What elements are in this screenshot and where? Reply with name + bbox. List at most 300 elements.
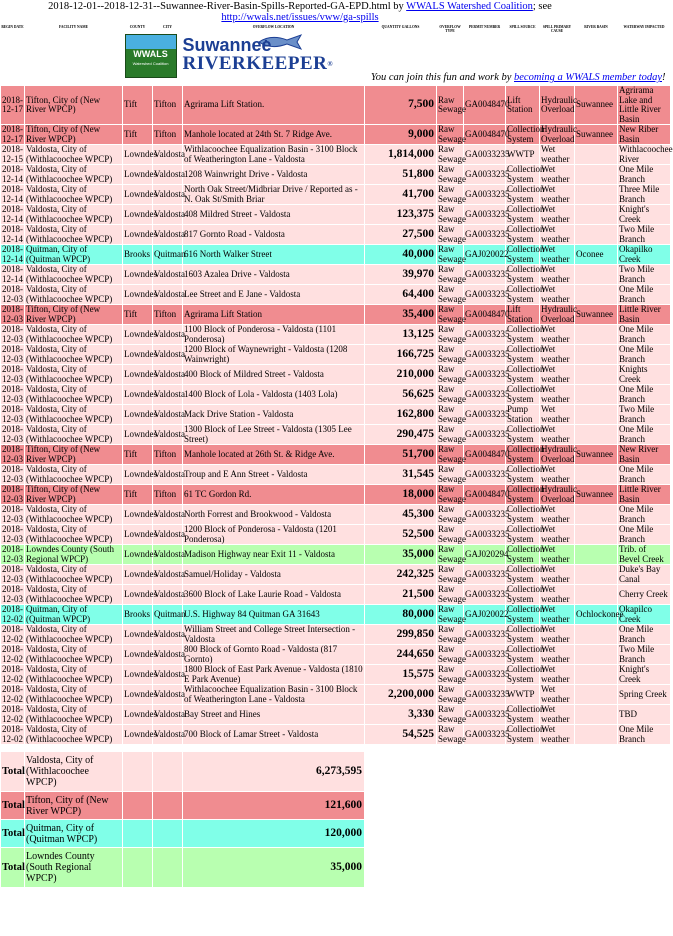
cause-cell: Wet weather [540,565,575,585]
type-cell: Raw Sewage [438,204,466,224]
total-quantity: 120,000 [183,820,365,848]
table-row [1,86,671,125]
location-cell: Manhole located at 26th St. & Ridge Ave. [183,445,365,465]
county-cell: Lowndes [123,425,153,445]
type-cell: Raw Sewage [438,384,466,404]
source-cell: Collection System [507,264,545,284]
cause-cell: Wet weather [540,545,575,565]
county-cell: Lowndes [123,165,153,185]
date-cell: 2018-12-14 [2,164,23,184]
quantity-cell: 9,000 [365,125,437,145]
header-line-1 [0,1,600,12]
date-cell: 2018-12-17 [2,124,23,144]
type-cell: Raw Sewage [438,184,466,204]
source-cell: Collection System [507,444,545,464]
quantity-cell: 123,375 [365,205,437,225]
basin-cell [575,285,618,305]
waterway-cell: New River Basin [618,445,671,465]
location-cell: North Forrest and Brookwood - Valdosta [183,505,365,525]
riverkeeper-word: RIVERKEEPER [182,53,328,74]
suwannee-riverkeeper-logo[interactable] [179,35,334,77]
waterway-cell: Two Mile Branch [618,405,671,425]
table-row [1,405,671,425]
source-cell: Collection System [507,484,545,504]
location-cell: 1603 Azalea Drive - Valdosta [183,265,365,285]
table-row [1,465,671,485]
type-cell: Raw Sewage [438,324,466,344]
table-row [1,545,671,565]
county-cell: Lowndes [123,585,153,605]
facility-cell: Lowndes County (South Regional WPCP) [25,545,123,565]
join-prefix: You can join this fun and work by [370,72,515,83]
permit-cell: GAJ020022 [464,245,506,265]
quantity-cell: 2,200,000 [365,685,437,705]
permit-cell: GA0033235 [464,625,506,645]
table-row [1,385,671,405]
waterway-cell: One Mile Branch [618,625,671,645]
waterway-cell: One Mile Branch [618,385,671,405]
basin-cell: Suwannee [575,86,618,125]
county-cell: Lowndes [123,265,153,285]
basin-cell [575,385,618,405]
county-cell: Lowndes [123,565,153,585]
waterway-cell: Little River Basin [618,485,671,505]
cause-cell: Wet weather [540,385,575,405]
permit-cell: GA0033235 [464,365,506,385]
waterway-cell: Withlacoochee River [619,144,673,164]
county-cell: Tift [123,86,153,125]
waterway-cell: Trib. of Bevel Creek [618,545,671,565]
permit-cell: GA0033235 [464,225,506,245]
location-cell: 1300 Block of Lee Street - Valdosta (1305 Lee Street) [183,425,365,445]
waterway-cell: One Mile Branch [618,465,671,485]
cause-cell: Wet weather [540,345,575,365]
basin-cell: Oconee [575,245,618,265]
date-cell: 2018-12-14 [2,224,23,244]
column-header: SPILL SOURCE [509,25,536,29]
permit-cell: GA0033235 [464,425,506,445]
quantity-cell: 210,000 [365,365,437,385]
quantity-cell: 52,500 [365,525,437,545]
column-header: COUNTY [129,25,146,29]
cause-cell: Hydraulic Overload [541,444,577,464]
column-header: FACILITY NAME [58,25,89,29]
riverkeeper-logo-line1: Suwannee [182,35,272,55]
table-row [1,205,671,225]
type-cell: Raw Sewage [438,504,466,524]
type-cell: Raw Sewage [438,264,466,284]
city-cell: Valdosta [153,405,183,425]
join-message [371,73,666,83]
location-cell: North Oak Street/Midbriar Drive / Reported as - N. Oak St/Smith Briar [183,185,365,205]
permit-cell: GAJ020022 [464,605,506,625]
totals-row [1,752,365,792]
source-cell: Collection System [507,224,545,244]
table-row [1,225,671,245]
source-cell: WWTP [506,145,540,165]
facility-cell: Tifton, City of (New River WPCP) [25,86,123,125]
county-cell: Lowndes [123,405,153,425]
table-row [1,185,671,205]
cause-cell: Wet weather [540,185,575,205]
source-cell: Collection System [507,344,545,364]
county-cell: Lowndes [123,345,153,365]
wwals-logo[interactable] [125,34,177,78]
quantity-cell: 162,800 [365,405,437,425]
facility-cell: Valdosta, City of (Withlacoochee WPCP) [25,505,123,525]
source-cell: Collection System [507,544,545,564]
date-cell: 2018-12-02 [2,724,23,744]
city-cell: Tifton [153,445,183,465]
facility-cell: Valdosta, City of (Withlacoochee WPCP) [25,565,123,585]
location-cell: Agrirama Lift Station [183,305,365,325]
county-cell: Brooks [123,605,153,625]
quantity-cell: 15,575 [365,665,437,685]
basin-cell [575,365,618,385]
quantity-cell: 35,400 [365,305,437,325]
cause-cell: Wet weather [540,285,575,305]
city-cell: Valdosta [153,685,183,705]
location-cell: Samuel/Holiday - Valdosta [183,565,365,585]
city-cell: Quitman [153,245,183,265]
table-row [1,305,671,325]
quantity-cell: 35,000 [365,545,437,565]
location-cell: 1208 Wainwright Drive - Valdosta [183,165,365,185]
facility-cell: Tifton, City of (New River WPCP) [25,125,123,145]
county-cell: Lowndes [123,685,153,705]
county-cell: Lowndes [123,385,153,405]
date-cell: 2018-12-14 [2,204,23,224]
quantity-cell: 39,970 [365,265,437,285]
basin-cell [575,545,618,565]
waterway-cell: One Mile Branch [618,505,671,525]
permit-cell: GA0033235 [464,525,506,545]
permit-cell: GA0033235 [464,565,506,585]
cause-cell: Wet weather [540,585,575,605]
basin-cell [575,265,618,285]
permit-cell: GA0033235 [464,285,506,305]
logo-row [1,33,671,86]
facility-cell: Valdosta, City of (Withlacoochee WPCP) [25,665,123,685]
waterway-cell: Two Mile Branch [618,225,671,245]
totals-table [0,751,365,888]
city-cell: Valdosta [153,145,183,165]
quantity-cell: 1,814,000 [365,145,437,165]
basin-cell [575,345,618,365]
city-cell: Valdosta [153,705,183,725]
total-spacer [153,820,183,848]
quantity-cell: 41,700 [365,185,437,205]
waterway-cell: Knight's Creek [618,665,671,685]
permit-cell: GA0033235 [464,505,506,525]
city-cell: Tifton [153,86,183,125]
basin-cell [575,725,618,745]
type-cell: Raw Sewage [438,404,466,424]
county-cell: Lowndes [123,325,153,345]
county-cell: Lowndes [123,705,153,725]
facility-cell: Valdosta, City of (Withlacoochee WPCP) [25,625,123,645]
date-cell: 2018-12-14 [2,244,23,264]
cause-cell: Wet weather [540,685,575,705]
header-title: 2018-12-01--2018-12-31--Suwannee-River-Basin-Spills-Reported-GA-EPD.html by [48,1,407,12]
source-cell: Lift Station [506,86,540,125]
facility-cell: Valdosta, City of (Withlacoochee WPCP) [25,265,123,285]
logo-cell [1,33,671,86]
city-cell: Valdosta [153,425,183,445]
waterway-cell: TBD [618,705,671,725]
facility-cell: Valdosta, City of (Withlacoochee WPCP) [25,405,123,425]
city-cell: Valdosta [153,205,183,225]
facility-cell: Valdosta, City of (Withlacoochee WPCP) [25,205,123,225]
facility-cell: Valdosta, City of (Withlacoochee WPCP) [25,425,123,445]
city-cell: Valdosta [153,465,183,485]
waterway-cell: New Riber Basin [618,125,671,145]
city-cell: Valdosta [153,265,183,285]
basin-cell [575,325,618,345]
type-cell: Raw Sewage [438,164,466,184]
waterway-cell: Okapilko Creek [618,245,671,265]
county-cell: Lowndes [123,185,153,205]
source-cell: Collection System [507,184,545,204]
facility-cell: Quitman, City of (Quitman WPCP) [25,605,123,625]
type-cell: Raw Sewage [437,86,464,125]
location-cell: 1200 Block of Ponderosa - Valdosta (1201 Ponderosa) [183,525,365,545]
quantity-cell: 64,400 [365,285,437,305]
city-cell: Tifton [153,125,183,145]
cause-cell: Wet weather [540,725,575,745]
table-header-row [1,25,671,33]
type-cell: Raw Sewage [438,644,466,664]
permit-cell: GA0033235 [464,345,506,365]
location-cell: 400 Block of Mildred Street - Valdosta [183,365,365,385]
cause-cell: Wet weather [540,405,575,425]
quantity-cell: 80,000 [365,605,437,625]
quantity-cell: 45,300 [365,505,437,525]
waterway-cell: Two Mile Branch [618,645,671,665]
table-row [1,585,671,605]
city-cell: Valdosta [153,225,183,245]
cause-cell: Hydraulic Overload [541,484,577,504]
wwals-logo-subtitle: Watershed Coalition [132,61,169,66]
wwals-link[interactable]: WWALS Watershed Coalition [406,1,533,12]
location-cell: 800 Block of Gornto Road - Valdosta (817 Gornto) [183,645,365,665]
basin-cell [575,225,618,245]
basin-cell [575,625,618,645]
waterway-cell: Okapilco Creek [618,605,671,625]
source-cell: Collection System [507,204,545,224]
facility-cell: Tifton, City of (New River WPCP) [25,305,123,325]
header-line-2 [0,12,600,23]
cause-cell: Wet weather [540,505,575,525]
table-row [1,145,671,165]
date-cell: 2018-12-03 [2,304,23,324]
city-cell: Valdosta [153,365,183,385]
location-cell: Withlacoochee Equalization Basin - 3100 Block of Weatherington Lane - Valdosta [183,145,365,165]
quantity-cell: 18,000 [365,485,437,505]
type-cell: Raw Sewage [438,344,466,364]
source-cell: Collection System [507,244,545,264]
cause-cell: Wet weather [540,525,575,545]
quantity-cell: 242,325 [365,565,437,585]
source-cell: Collection System [507,464,545,484]
spills-url-link[interactable]: http://wwals.net/issues/vww/ga-spills [221,12,379,23]
city-cell: Valdosta [153,545,183,565]
cause-cell: Wet weather [540,165,575,185]
cause-cell: Wet weather [540,325,575,345]
date-cell: 2018-12-02 [2,624,23,644]
type-cell: Raw Sewage [438,444,466,464]
header-suffix: ; see [532,1,552,12]
city-cell: Valdosta [153,325,183,345]
total-spacer [153,792,183,820]
type-cell: Raw Sewage [438,244,466,264]
column-header: PERMIT NUMBER [468,25,501,29]
basin-cell [575,145,618,165]
source-cell: Collection System [507,584,545,604]
county-cell: Lowndes [123,465,153,485]
waterway-cell: One Mile Branch [618,165,671,185]
quantity-cell: 7,500 [365,86,437,125]
permit-cell: GA0033235 [464,585,506,605]
date-cell: 2018-12-03 [2,464,23,484]
location-cell: 3600 Block of Lake Laurie Road - Valdosta [183,585,365,605]
city-cell: Valdosta [153,285,183,305]
basin-cell [575,645,618,665]
basin-cell [575,505,618,525]
table-row [1,525,671,545]
basin-cell [575,705,618,725]
basin-cell: Ochlockonee [575,605,618,625]
total-spacer [123,752,153,792]
type-cell: Raw Sewage [438,604,466,624]
total-spacer [153,752,183,792]
basin-cell [575,585,618,605]
waterway-cell: One Mile Branch [618,285,671,305]
source-cell: Lift Station [506,305,540,325]
date-cell: 2018-12-03 [2,504,23,524]
basin-cell: Suwannee [575,125,618,145]
location-cell: 408 Mildred Street - Valdosta [183,205,365,225]
type-cell: Raw Sewage [438,544,466,564]
permit-cell: GA0048470 [464,86,506,125]
quantity-cell: 21,500 [365,585,437,605]
waterway-cell: Two Mile Branch [618,265,671,285]
quantity-cell: 27,500 [365,225,437,245]
type-cell: Raw Sewage [438,144,466,164]
cause-cell: Wet weather [540,145,575,165]
facility-cell: Valdosta, City of (Withlacoochee WPCP) [25,465,123,485]
waterway-cell: Duke's Bay Canal [618,565,671,585]
basin-cell [575,405,618,425]
table-row [1,645,671,665]
table-row [1,345,671,365]
date-cell: 2018-12-03 [2,544,23,564]
location-cell: Mack Drive Station - Valdosta [183,405,365,425]
total-spacer [123,848,153,888]
quantity-cell: 3,330 [365,705,437,725]
cause-cell: Hydraulic Overload [540,86,575,125]
quantity-cell: 31,545 [365,465,437,485]
location-cell: Bay Street and Hines [183,705,365,725]
permit-cell: GA0033235 [464,185,506,205]
source-cell: Collection System [507,124,545,144]
facility-cell: Valdosta, City of (Withlacoochee WPCP) [25,725,123,745]
basin-cell [575,185,618,205]
location-cell: Manhole located at 24th St. 7 Ridge Ave. [183,125,365,145]
table-row [1,285,671,305]
membership-link[interactable]: becoming a WWALS member today [514,72,662,83]
location-cell: 61 TC Gordon Rd. [183,485,365,505]
riverkeeper-logo-line2 [183,53,334,75]
date-cell: 2018-12-02 [2,664,23,684]
basin-cell [575,425,618,445]
total-quantity: 121,600 [183,792,365,820]
source-cell: Collection System [507,624,545,644]
permit-cell: GA0033235 [464,385,506,405]
logos-area [2,33,670,85]
total-facility: Tifton, City of (New River WPCP) [25,792,123,820]
quantity-cell: 13,125 [365,325,437,345]
waterway-cell: One Mile Branch [618,525,671,545]
table-row [1,705,671,725]
date-cell: 2018-12-03 [2,344,23,364]
cause-cell: Wet weather [540,605,575,625]
waterway-cell: Agrirama Lake and Little River Basin [618,86,671,125]
total-label: Total [1,820,25,848]
permit-cell: GAJ020294 [464,545,506,565]
facility-cell: Valdosta, City of (Withlacoochee WPCP) [25,705,123,725]
source-cell: WWTP [506,685,540,705]
column-header: OVERFLOW LOCATION [252,25,295,29]
page-header [0,0,600,23]
cause-cell: Wet weather [540,645,575,665]
location-cell: 700 Block of Lamar Street - Valdosta [183,725,365,745]
permit-cell: GA0033235 [464,465,506,485]
county-cell: Lowndes [123,645,153,665]
facility-cell: Valdosta, City of (Withlacoochee WPCP) [25,585,123,605]
type-cell: Raw Sewage [438,664,466,684]
facility-cell: Valdosta, City of (Withlacoochee WPCP) [25,285,123,305]
county-cell: Lowndes [123,525,153,545]
quantity-cell: 54,525 [365,725,437,745]
date-cell: 2018-12-03 [2,564,23,584]
cause-cell: Wet weather [540,225,575,245]
basin-cell: Suwannee [575,305,618,325]
permit-cell: GA0033235 [464,165,506,185]
basin-cell [575,465,618,485]
type-cell: Raw Sewage [438,564,466,584]
date-cell: 2018-12-02 [2,644,23,664]
join-suffix: ! [662,72,666,83]
total-quantity: 6,273,595 [183,752,365,792]
permit-cell: GA0033235 [464,145,506,165]
city-cell: Valdosta [153,565,183,585]
total-facility: Lowndes County (South Regional WPCP) [25,848,123,888]
permit-cell: GA0048470 [464,485,506,505]
table-body [1,33,671,745]
county-cell: Tift [123,125,153,145]
column-header: SPILL PRIMARY CAUSE [542,25,572,33]
location-cell: Agrirama Lift Station. [183,86,365,125]
type-cell: Raw Sewage [438,624,466,644]
table-row [1,625,671,645]
source-cell: Collection System [507,424,545,444]
column-header: RIVER BASIN [584,25,608,29]
cause-cell: Wet weather [540,245,575,265]
county-cell: Tift [123,485,153,505]
wwals-logo-sky [126,35,176,49]
date-cell: 2018-12-03 [2,484,23,504]
